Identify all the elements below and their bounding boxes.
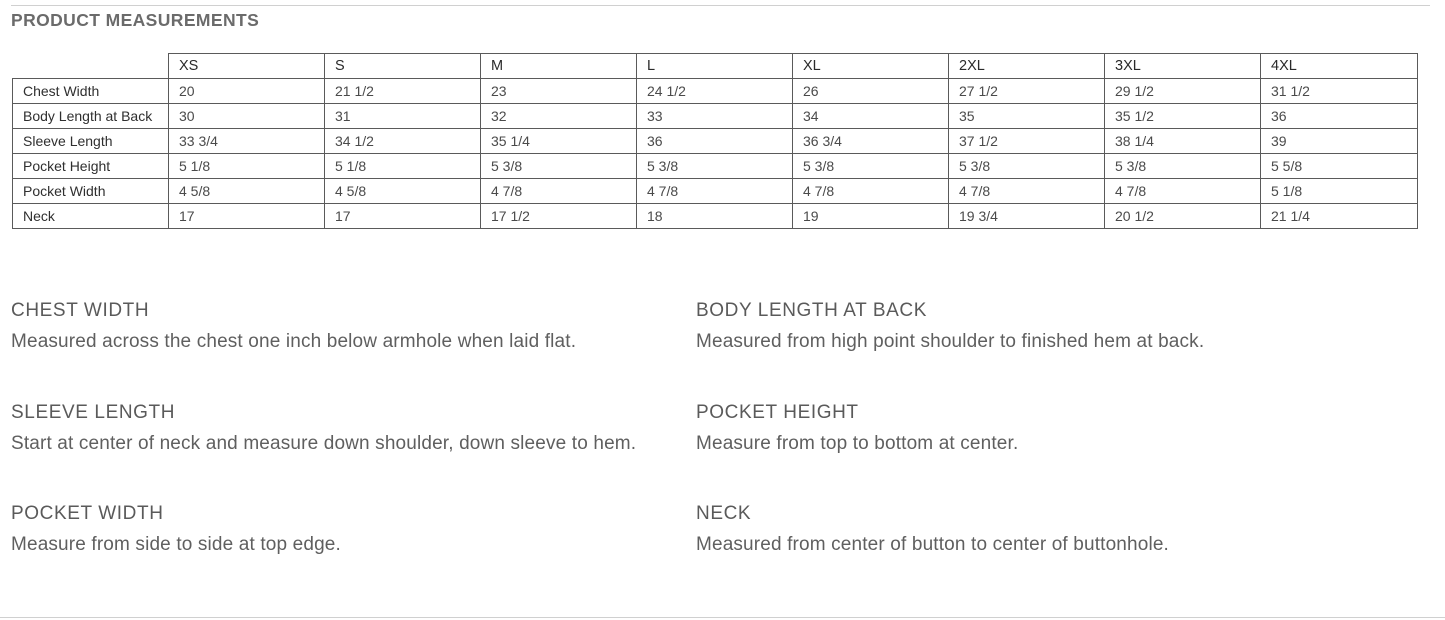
table-cell: 23	[481, 79, 637, 104]
table-cell: 19	[793, 204, 949, 229]
definition-text: Measure from side to side at top edge.	[11, 534, 341, 555]
size-header-2xl: 2XL	[949, 54, 1105, 79]
table-cell: 4 5/8	[169, 179, 325, 204]
table-cell: 33 3/4	[169, 129, 325, 154]
table-cell: 39	[1261, 129, 1418, 154]
table-cell: 20	[169, 79, 325, 104]
table-cell: 5 3/8	[1105, 154, 1261, 179]
table-cell: 4 7/8	[481, 179, 637, 204]
table-cell: 34 1/2	[325, 129, 481, 154]
table-cell: 5 1/8	[169, 154, 325, 179]
table-header-row	[13, 54, 1418, 79]
table-row	[13, 154, 1418, 179]
table-cell: 36	[637, 129, 793, 154]
table-cell: 27 1/2	[949, 79, 1105, 104]
size-header-xs: XS	[169, 54, 325, 79]
table-corner-cell	[13, 54, 169, 79]
table-cell: 20 1/2	[1105, 204, 1261, 229]
table-cell: 21 1/2	[325, 79, 481, 104]
table-cell: 36	[1261, 104, 1418, 129]
definition-title: POCKET WIDTH	[11, 503, 164, 524]
definition-title: CHEST WIDTH	[11, 300, 150, 321]
size-header-s: S	[325, 54, 481, 79]
top-divider	[11, 5, 1430, 6]
definition-title: SLEEVE LENGTH	[11, 402, 176, 423]
table-cell: 29 1/2	[1105, 79, 1261, 104]
measurements-table	[12, 53, 1418, 229]
row-label: Neck	[13, 204, 169, 229]
table-row	[13, 179, 1418, 204]
table-row	[13, 79, 1418, 104]
definition-text: Start at center of neck and measure down shoulder, down sleeve to hem.	[11, 433, 637, 454]
size-header-xl: XL	[793, 54, 949, 79]
definition-block	[11, 503, 691, 556]
table-cell: 5 3/8	[793, 154, 949, 179]
bottom-divider	[0, 617, 1445, 618]
definition-text: Measured across the chest one inch below armhole when laid flat.	[11, 331, 577, 352]
table-cell: 32	[481, 104, 637, 129]
definition-title: POCKET HEIGHT	[696, 402, 859, 423]
definition-title: BODY LENGTH AT BACK	[696, 300, 928, 321]
definition-text: Measured from center of button to center of buttonhole.	[696, 534, 1169, 555]
table-row	[13, 129, 1418, 154]
size-header-l: L	[637, 54, 793, 79]
table-cell: 35 1/4	[481, 129, 637, 154]
definition-block	[11, 402, 691, 455]
table-cell: 4 7/8	[949, 179, 1105, 204]
table-cell: 4 7/8	[793, 179, 949, 204]
table-cell: 5 3/8	[949, 154, 1105, 179]
size-header-m: M	[481, 54, 637, 79]
table-cell: 17	[325, 204, 481, 229]
definition-block	[11, 300, 691, 353]
table-cell: 34	[793, 104, 949, 129]
definition-block	[696, 503, 1376, 556]
size-header-4xl: 4XL	[1261, 54, 1418, 79]
definition-text: Measure from top to bottom at center.	[696, 433, 1019, 454]
table-cell: 24 1/2	[637, 79, 793, 104]
row-label: Body Length at Back	[13, 104, 169, 129]
row-label: Pocket Height	[13, 154, 169, 179]
table-cell: 30	[169, 104, 325, 129]
table-cell: 38 1/4	[1105, 129, 1261, 154]
table-cell: 18	[637, 204, 793, 229]
table-cell: 5 1/8	[325, 154, 481, 179]
definition-block	[696, 300, 1376, 353]
table-cell: 26	[793, 79, 949, 104]
row-label: Sleeve Length	[13, 129, 169, 154]
definition-block	[696, 402, 1376, 455]
table-row	[13, 104, 1418, 129]
definition-title: NECK	[696, 503, 752, 524]
table-cell: 31 1/2	[1261, 79, 1418, 104]
table-cell: 4 5/8	[325, 179, 481, 204]
table-cell: 33	[637, 104, 793, 129]
table-cell: 4 7/8	[637, 179, 793, 204]
definition-text: Measured from high point shoulder to finished hem at back.	[696, 331, 1205, 352]
table-cell: 37 1/2	[949, 129, 1105, 154]
size-header-3xl: 3XL	[1105, 54, 1261, 79]
row-label: Chest Width	[13, 79, 169, 104]
row-label: Pocket Width	[13, 179, 169, 204]
table-cell: 5 3/8	[481, 154, 637, 179]
table-cell: 31	[325, 104, 481, 129]
table-cell: 19 3/4	[949, 204, 1105, 229]
table-cell: 17	[169, 204, 325, 229]
table-cell: 5 3/8	[637, 154, 793, 179]
table-row	[13, 204, 1418, 229]
section-title: PRODUCT MEASUREMENTS	[11, 10, 260, 30]
table-cell: 36 3/4	[793, 129, 949, 154]
table-cell: 5 5/8	[1261, 154, 1418, 179]
table-cell: 4 7/8	[1105, 179, 1261, 204]
table-cell: 35	[949, 104, 1105, 129]
table-cell: 21 1/4	[1261, 204, 1418, 229]
table-cell: 35 1/2	[1105, 104, 1261, 129]
table-cell: 17 1/2	[481, 204, 637, 229]
table-cell: 5 1/8	[1261, 179, 1418, 204]
